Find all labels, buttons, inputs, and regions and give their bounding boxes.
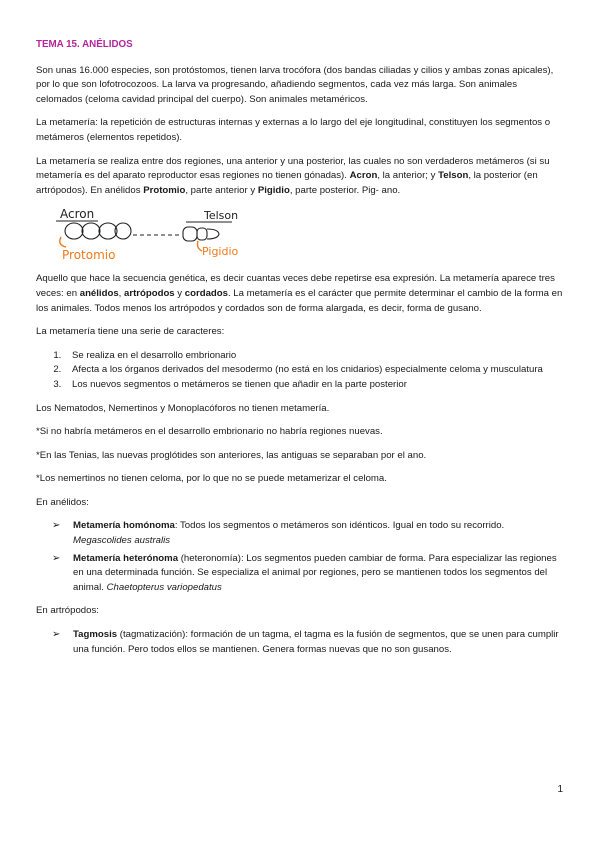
segmentation-diagram: [36, 207, 564, 263]
heteronoma-term: Metamería heterónoma: [73, 552, 179, 564]
genetic-text-3: y: [174, 287, 185, 299]
homonoma-term: Metamería homónoma: [73, 520, 175, 532]
segment-5: [183, 227, 197, 241]
homonoma-text: : Todos los segmentos o metámeros son idénticos. Igual en todo su recorrido.: [174, 520, 505, 532]
artropodos-term: artrópodos: [124, 287, 175, 299]
artropodos-list: [36, 628, 564, 657]
genetic-text-1: Aquello que hace la secuencia genética, es decir cuantas veces debe repetirse esa expresión. La metamería aparece tres veces: en: [36, 273, 555, 299]
segment-tail: [207, 229, 219, 239]
protomio-handwritten-label: Protomio: [62, 248, 116, 263]
acron-term: Acron: [349, 170, 378, 182]
anelidos-term: anélidos: [79, 287, 119, 299]
note-embryonic: *Si no habría metámeros en el desarrollo embrionario no habría regiones nuevas.: [36, 426, 383, 438]
telson-handwritten-label: Telson: [204, 209, 239, 223]
tagmosis-text: (tagmatización): formación de un tagma, el tagma es la fusión de segmentos, que se unen para cumplir una función. Pero todos ellos se mantienen. Genera formas nuevas que no son gusanos.: [73, 629, 559, 655]
list-item: [36, 552, 564, 596]
segment-2: [82, 223, 100, 239]
genetic-sequence-paragraph: [36, 272, 564, 316]
no-metameria-paragraph: Los Nematodos, Nemertinos y Monoplacóforos no tienen metamería.: [36, 402, 330, 414]
homonoma-species: Megascolides australis: [73, 535, 171, 547]
heteronoma-text: (heteronomía): Los segmentos pueden cambiar de forma. Para especializar las regiones en una determinada función. Se especializa el animal por regiones, pero se mantienen todos los segmentos del animal.: [73, 552, 557, 593]
heteronoma-species: Chaetopterus variopedatus: [106, 581, 222, 593]
regions-text-4: , parte anterior y: [185, 184, 258, 196]
worm-sketch: [36, 207, 296, 263]
list-item: [36, 519, 564, 548]
cordados-term: cordados: [184, 287, 228, 299]
characters-intro: La metamería tiene una serie de caracteres:: [36, 326, 225, 338]
protomio-bracket: [60, 237, 66, 247]
list-item: [36, 628, 564, 657]
characters-list: [36, 349, 564, 393]
list-item: 3. Los nuevos segmentos o metámeros se tienen que añadir en la parte posterior: [64, 378, 564, 393]
pigidio-term: Pigidio: [257, 184, 290, 196]
regions-text-1: La metamería se realiza entre dos regiones, una anterior y una posterior, las cuales no son verdaderos metámeros (si su metamería es del aparato reproductor esas regiones no tienen gónadas).: [36, 155, 550, 182]
document-page: [36, 38, 564, 666]
regions-paragraph: [36, 155, 564, 199]
segment-1: [65, 223, 83, 239]
telson-term: Telson: [438, 170, 469, 182]
regions-text-2: , la anterior; y: [377, 170, 439, 182]
arrow-bullet-icon: ➢: [52, 552, 61, 564]
note-nemertinos: *Los nemertinos no tienen celoma, por lo que no se puede metamerizar el celoma.: [36, 473, 387, 485]
metameria-definition-paragraph: La metamería: la repetición de estructuras internas y externas a lo largo del eje longitudinal, constituyen los segmentos o metámeros (elementos repetidos).: [36, 117, 551, 143]
list-item: 1. Se realiza en el desarrollo embrionario: [64, 349, 564, 364]
regions-text-5: , parte posterior. Pig- ano.: [289, 184, 401, 196]
note-tenias: *En las Tenias, las nuevas proglótides son anteriores, las antiguas se separaban por el ano.: [36, 449, 427, 461]
artropodos-heading: En artrópodos:: [36, 605, 99, 617]
anelidos-heading: En anélidos:: [36, 496, 89, 508]
arrow-bullet-icon: ➢: [52, 629, 61, 641]
tagmosis-term: Tagmosis: [73, 629, 118, 641]
genetic-text-4: . La metamería es el carácter que permite determinar el cambio de la forma en los animales. Todos menos los artrópodos y cordados son de forma alargada, es decir, forma de gusano.: [36, 287, 563, 314]
segment-3: [99, 223, 117, 239]
list-item: 2. Afecta a los órganos derivados del mesodermo (no está en los cnidarios) especialmente celoma y musculatura: [64, 363, 564, 378]
acron-handwritten-label: Acron: [60, 207, 95, 222]
page-title: TEMA 15. ANÉLIDOS: [36, 39, 133, 50]
intro-paragraph: Son unas 16.000 especies, son protóstomos, tienen larva trocófora (dos bandas ciliadas y cilios y ambas zonas apicales), por lo que son lofotrocozoos. La larva va progresando, añadiendo segmentos, cada vez más larga. Son animales celomados (celoma cavidad principal del cuerpo). Son animales metaméricos.: [36, 64, 554, 105]
genetic-text-2: ,: [118, 287, 124, 299]
regions-text-3: , la posterior (en artrópodos). En anélidos: [36, 170, 538, 196]
pigidio-handwritten-label: Pigidio: [202, 245, 239, 259]
arrow-bullet-icon: ➢: [52, 520, 61, 532]
protomio-term: Protomio: [143, 184, 186, 196]
segment-6: [197, 228, 207, 240]
anelidos-list: [36, 519, 564, 595]
page-number: 1: [557, 784, 563, 795]
